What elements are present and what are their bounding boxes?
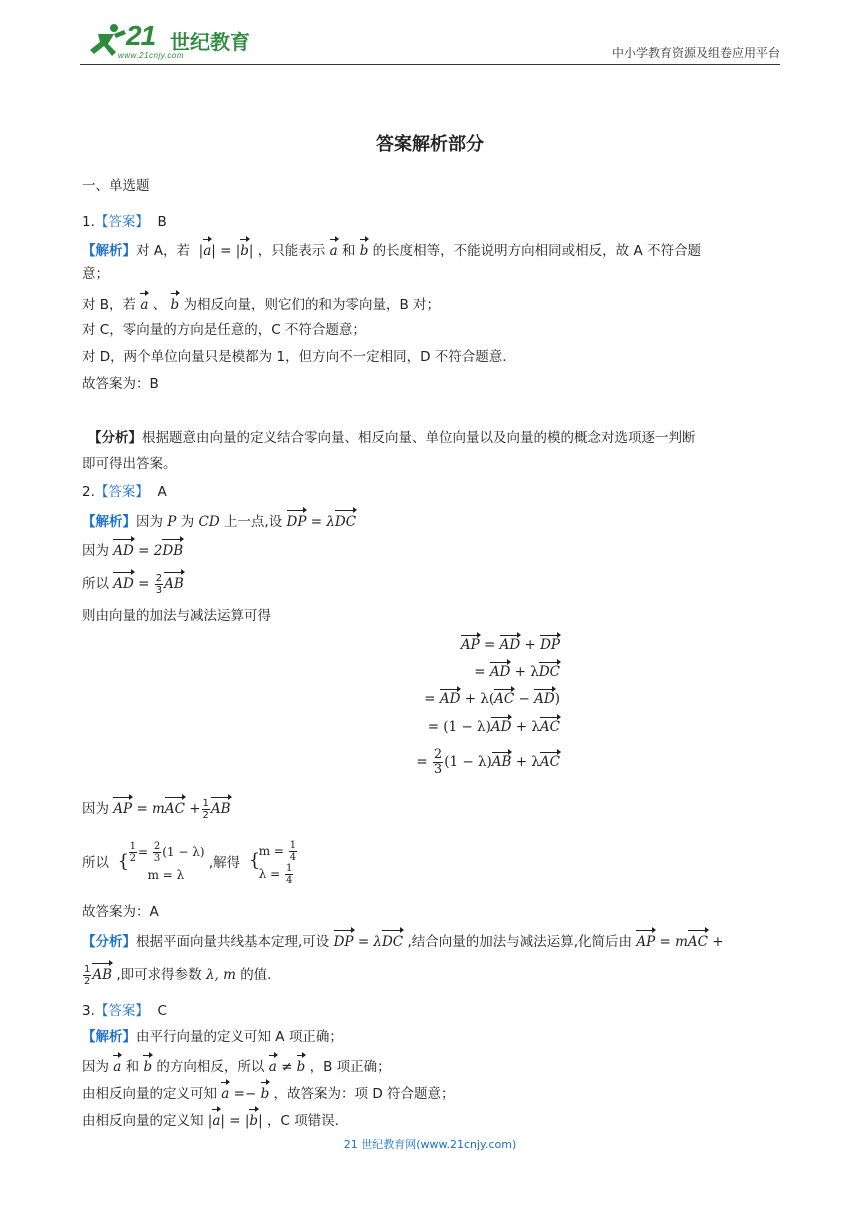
q1-analysis-line-1: 【解析】对 A，若 |a| = |b| ，只能表示 a 和 b 的长度相等，不能说明方向相同或相反，故 A 不符合题: [82, 238, 701, 261]
q2-analysis-line-7: 故答案为：A: [82, 904, 159, 920]
answer-tag: 【答案】: [94, 484, 149, 500]
q3-analysis-line-1: [82, 1027, 343, 1047]
q1-answer: B: [157, 214, 167, 230]
text: 对 B，若: [82, 297, 137, 313]
text: 因为: [82, 543, 109, 559]
text: 因为: [136, 514, 163, 530]
text: ，故答案为：项 D 符合题意；: [273, 1086, 455, 1102]
q1-summary-line-2: 即可得出答案。: [82, 456, 177, 472]
text: 为相反向量，则它们的和为零向量，B 对；: [183, 297, 441, 313]
q2-number: 2.: [82, 484, 95, 500]
q3-analysis-line-4: 由相反向量的定义知 |a| = |b| ，C 项错误.: [82, 1108, 339, 1131]
text: 由平行向量的定义可知 A 项正确；: [136, 1029, 343, 1045]
logo-url: www.21cnjy.com: [118, 51, 184, 60]
q2-analysis-line-4: 则由向量的加法与减法运算可得: [82, 608, 271, 624]
page-header: [80, 18, 780, 65]
text: 由相反向量的定义知: [82, 1113, 204, 1129]
q3-number: 3.: [82, 1003, 95, 1019]
equation-line-2: = AD + λDC: [300, 661, 560, 680]
q1-summary-line-1: [88, 428, 696, 448]
summary-tag: 【分析】: [82, 934, 136, 950]
q2-summary-line-1: 【分析】根据平面向量共线基本定理,可设 DP = λDC ,结合向量的加法与减法运算,化简后由 AP = mAC +: [82, 929, 724, 952]
text: 的长度相等，不能说明方向相同或相反，故 A 不符合题: [372, 243, 701, 259]
equation-line-5: = $\frac{2}{3}$ (1 − λ)AB + λAC: [416, 747, 560, 777]
text: 因为: [82, 1059, 109, 1075]
logo-text: 世纪教育: [170, 30, 250, 54]
text: 对 A，若: [136, 243, 191, 259]
answer-tag: 【答案】: [94, 214, 149, 230]
text: 的值.: [240, 967, 272, 983]
logo: [80, 18, 260, 62]
q2-analysis-line-2: 因为 AD = 2DB: [82, 538, 183, 561]
analysis-tag: 【解析】: [82, 243, 136, 259]
text: 、: [152, 297, 167, 313]
q2-analysis-line-6: 所以 { $\frac{1}{2}$ = $\frac{2}{3}$ (1 − λ) m = λ ,解得 { m = $\frac{1}{4}$ λ = $\frac{1}{4}$: [82, 840, 298, 886]
analysis-tag: 【解析】: [82, 1029, 136, 1045]
text: ，C 项错误.: [266, 1113, 339, 1129]
answer-tag: 【答案】: [94, 1003, 149, 1019]
text: 和: [125, 1059, 140, 1075]
summary-tag: 【分析】: [88, 430, 142, 446]
q1-answer-line: [82, 212, 167, 232]
text: 的方向相反，所以: [156, 1059, 265, 1075]
q1-analysis-line-6: 故答案为：B: [82, 376, 159, 392]
q1-number: 1.: [82, 214, 95, 230]
equation-line-1: AP = AD + DP: [300, 634, 560, 653]
q1-analysis-line-2: 意；: [82, 266, 109, 282]
text: 上一点,设: [223, 514, 283, 530]
text: 为: [180, 514, 195, 530]
q2-summary-line-2: $\frac{1}{2}$ AB ,即可求得参数 λ, m 的值.: [84, 963, 272, 987]
page-footer: 21 世纪教育网(www.21cnjy.com): [343, 1138, 517, 1151]
analysis-tag: 【解析】: [82, 514, 136, 530]
text: 由相反向量的定义可知: [82, 1086, 217, 1102]
text: 因为: [82, 801, 109, 817]
platform-name: 中小学教育资源及组卷应用平台: [611, 46, 780, 60]
text: 根据题意由向量的定义结合零向量、相反向量、单位向量以及向量的模的概念对选项逐一判断: [142, 430, 696, 446]
text: ，只能表示: [257, 243, 326, 259]
q3-analysis-line-2: 因为 a 和 b 的方向相反，所以 a ≠ b ，B 项正确；: [82, 1054, 391, 1077]
q3-answer: C: [157, 1003, 167, 1019]
text: 和: [341, 243, 356, 259]
text: 根据平面向量共线基本定理,可设: [136, 934, 330, 950]
q2-analysis-line-3: 所以 AD = $\frac{2}{3}$ AB: [82, 572, 184, 596]
text: 所以: [82, 855, 109, 871]
text: 所以: [82, 576, 109, 592]
document-title: 答案解析部分: [376, 134, 484, 155]
text: ，B 项正确；: [309, 1059, 391, 1075]
text: ,解得: [208, 855, 241, 871]
section-heading: 一、单选题: [82, 178, 150, 194]
q2-answer-line: [82, 482, 167, 502]
q1-analysis-line-5: 对 D，两个单位向量只是模都为 1，但方向不一定相同，D 不符合题意.: [82, 349, 507, 365]
logo-number: 21: [126, 20, 156, 51]
q2-analysis-line-5: 因为 AP = mAC + $\frac{1}{2}$ AB: [82, 797, 231, 821]
text: ,即可求得参数: [116, 967, 202, 983]
equation-line-3: = AD + λ(AC − AD): [300, 688, 560, 707]
q2-analysis-line-1: 【解析】因为 P 为 CD 上一点,设 DP = λDC: [82, 509, 356, 532]
q1-analysis-line-4: 对 C，零向量的方向是任意的，C 不符合题意；: [82, 322, 366, 338]
text: ,结合向量的加法与减法运算,化简后由: [407, 934, 633, 950]
q3-analysis-line-3: 由相反向量的定义可知 a =− b ，故答案为：项 D 符合题意；: [82, 1081, 455, 1104]
q2-answer: A: [157, 484, 167, 500]
equation-line-4: = (1 − λ)AD + λAC: [300, 716, 560, 735]
q1-analysis-line-3: 对 B，若 a 、 b 为相反向量，则它们的和为零向量，B 对；: [82, 292, 440, 315]
q3-answer-line: [82, 1001, 167, 1021]
